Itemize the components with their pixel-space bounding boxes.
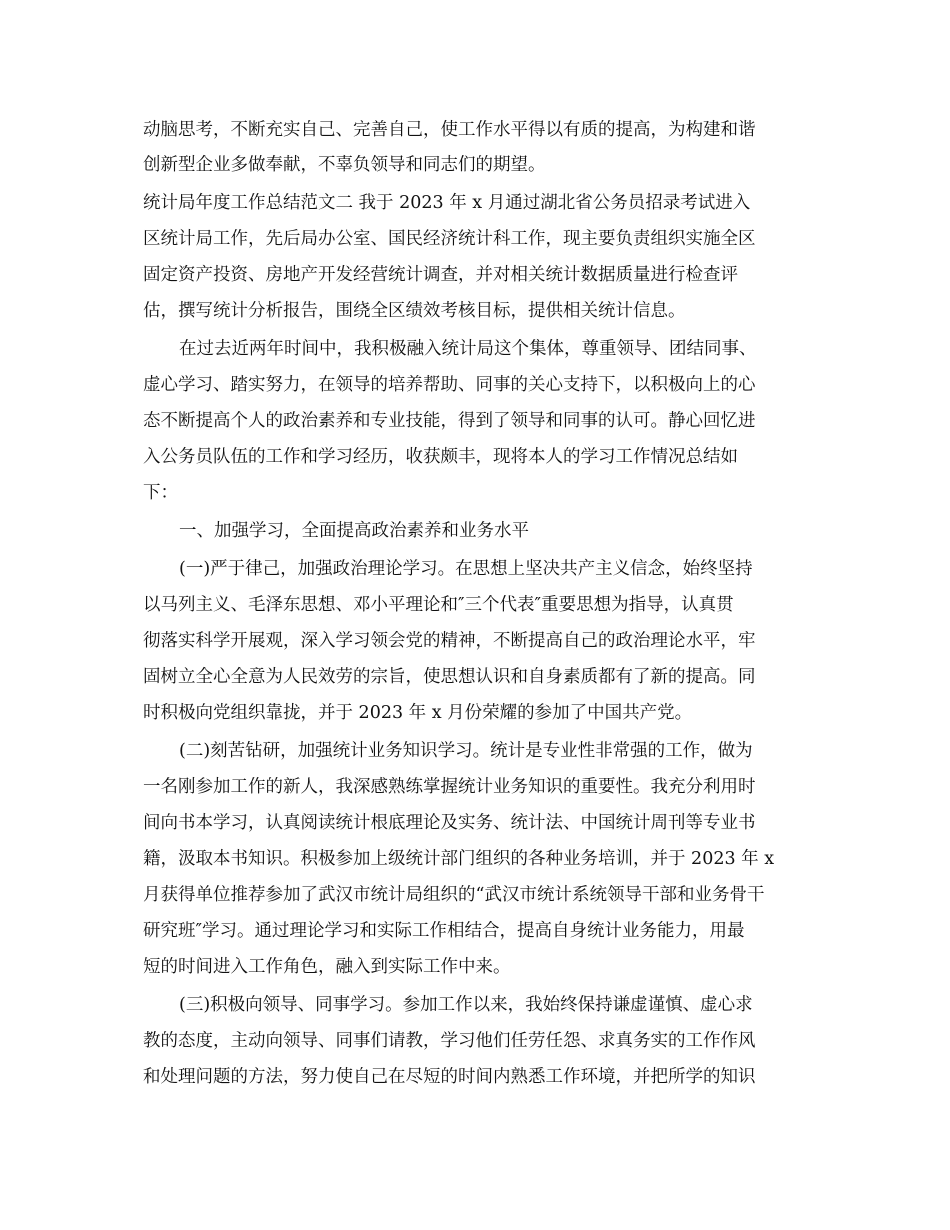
- text-line: 入公务员队伍的工作和学习经历，收获颇丰，现将本人的学习工作情况总结如: [143, 447, 738, 467]
- text-line: 动脑思考，不断充实自己、完善自己，使工作水平得以有质的提高，为构建和谐: [143, 120, 756, 140]
- text-line: 以马列主义、毛泽东思想、邓小平理论和″三个代表″重要思想为指导，认真贯: [143, 595, 734, 615]
- text-line: 态不断提高个人的政治素养和专业技能，得到了领导和同事的认可。静心回忆进: [143, 411, 756, 431]
- text-line: 创新型企业多做奉献，不辜负领导和同志们的期望。: [143, 155, 546, 175]
- section-heading-line: 统计局年度工作总结范文二 我于 2023 年 x 月通过湖北省公务员招录考试进入: [143, 193, 751, 213]
- paragraph-start: (一)严于律己，加强政治理论学习。在思想上坚决共产主义信念，始终坚持: [179, 559, 753, 579]
- text-line: 一名刚参加工作的新人，我深感熟练掌握统计业务知识的重要性。我充分利用时: [143, 777, 756, 797]
- text-line: 虚心学习、踏实努力，在领导的培养帮助、同事的关心支持下，以积极向上的心: [143, 375, 756, 395]
- text-line: 教的态度，主动向领导、同事们请教，学习他们任劳任怨、求真务实的工作作风: [143, 1031, 756, 1051]
- paragraph-start: 在过去近两年时间中，我积极融入统计局这个集体，尊重领导、团结同事、: [179, 339, 757, 359]
- text-line: 彻落实科学开展观，深入学习领会党的精神，不断提高自己的政治理论水平，牢: [143, 631, 756, 651]
- section-heading: 一、加强学习，全面提高政治素养和业务水平: [179, 521, 529, 541]
- paragraph-start: (三)积极向领导、同事学习。参加工作以来，我始终保持谦虚谨慎、虚心求: [179, 995, 753, 1015]
- text-line: 和处理问题的方法，努力使自己在尽短的时间内熟悉工作环境，并把所学的知识: [143, 1067, 756, 1087]
- text-line: 研究班″学习。通过理论学习和实际工作相结合，提高自身统计业务能力，用最: [143, 921, 745, 941]
- text-line: 籍，汲取本书知识。积极参加上级统计部门组织的各种业务培训，并于 2023 年 x: [143, 849, 775, 869]
- text-line: 月获得单位推荐参加了武汉市统计局组织的“武汉市统计系统领导干部和业务骨干: [143, 885, 765, 905]
- text-line: 估，撰写统计分析报告，围绕全区绩效考核目标，提供相关统计信息。: [143, 301, 686, 321]
- text-line: 间向书本学习，认真阅读统计根底理论及实务、统计法、中国统计周刊等专业书: [143, 813, 756, 833]
- text-line: 短的时间进入工作角色，融入到实际工作中来。: [143, 957, 511, 977]
- text-line: 区统计局工作，先后局办公室、国民经济统计科工作，现主要负责组织实施全区: [143, 229, 756, 249]
- text-line: 下：: [143, 483, 178, 503]
- text-line: 固树立全心全意为人民效劳的宗旨，使思想认识和自身素质都有了新的提高。同: [143, 667, 756, 687]
- text-line: 固定资产投资、房地产开发经营统计调查，并对相关统计数据质量进行检查评: [143, 265, 738, 285]
- paragraph-start: (二)刻苦钻研，加强统计业务知识学习。统计是专业性非常强的工作，做为: [179, 741, 753, 761]
- text-line: 时积极向党组织靠拢，并于 2023 年 x 月份荣耀的参加了中国共产党。: [143, 703, 693, 723]
